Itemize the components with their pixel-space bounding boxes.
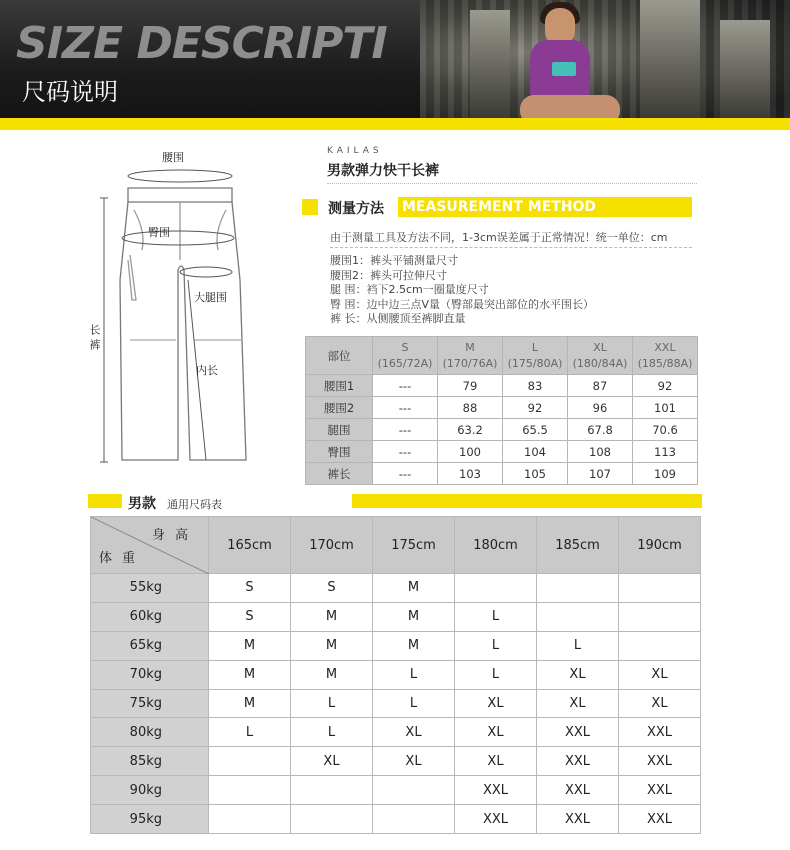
size-chart-header [88,492,702,510]
corner-weight-label: 体重 [99,551,146,566]
size-cell: M [373,574,455,603]
table-cell: 104 [503,441,568,463]
size-cell: S [291,574,373,603]
size-cell: XXL [455,805,537,834]
size-cell: XL [619,689,701,718]
weight-label: 60kg [91,602,209,631]
weight-label: 75kg [91,689,209,718]
size-cell: XL [455,747,537,776]
label-thigh: 大腿围 [194,291,227,304]
size-chart-body [91,574,701,834]
divider [327,183,697,184]
corner-height-label: 身高 [151,528,198,543]
height-header: 170cm [291,517,373,574]
table-header-row [91,517,701,574]
table-row [91,776,701,805]
product-name: 男款弹力快干长裤 [327,163,439,179]
size-cell: M [209,631,291,660]
size-cell [209,805,291,834]
row-label: 腿围 [306,419,373,441]
banner-title: SIZE DESCRIPTI [16,18,387,69]
size-cell: XL [373,747,455,776]
table-cell: 65.5 [503,419,568,441]
table-cell: 79 [438,375,503,397]
size-cell [291,805,373,834]
table-cell: 113 [633,441,698,463]
table-cell: 96 [568,397,633,419]
size-header: XXL (185/88A) [633,337,698,375]
table-cell: 63.2 [438,419,503,441]
table-cell: 70.6 [633,419,698,441]
label-hip: 臀围 [148,226,170,239]
table-cell: 108 [568,441,633,463]
table-cell: --- [373,419,438,441]
size-cell [619,631,701,660]
banner [0,0,790,130]
size-cell: XL [455,718,537,747]
size-cell: XL [537,660,619,689]
row-label: 腰围2 [306,397,373,419]
temple-tower [640,0,700,118]
table-cell: 103 [438,463,503,485]
method-title-cn: 测量方法 [328,201,384,217]
size-cell: L [291,718,373,747]
table-row [91,747,701,776]
table-corner: 部位 [306,337,373,375]
table-cell: 92 [503,397,568,419]
size-chart-table [90,516,701,834]
banner-stripe [0,118,790,130]
size-cell: L [291,689,373,718]
table-cell: 92 [633,375,698,397]
measurement-note: 由于测量工具及方法不同，1-3cm误差属于正常情况！统一单位：cm [330,231,668,244]
size-cell: L [209,718,291,747]
size-cell [619,574,701,603]
table-row [306,397,698,419]
table-corner [91,517,209,574]
size-cell [537,574,619,603]
size-cell: M [209,660,291,689]
size-cell: L [373,660,455,689]
weight-label: 80kg [91,718,209,747]
size-cell [373,776,455,805]
size-cell [291,776,373,805]
size-header: M (170/76A) [438,337,503,375]
method-item: 腰围2：裤头可拉伸尺寸 [330,268,447,282]
weight-label: 70kg [91,660,209,689]
size-cell: M [291,631,373,660]
size-cell [373,805,455,834]
size-header: S (165/72A) [373,337,438,375]
size-cell [455,574,537,603]
method-item: 臀 围：边中边三点V量（臀部最突出部位的水平围长） [330,297,595,311]
label-length: 长裤 [88,324,101,354]
size-cell: L [537,631,619,660]
temple-tower [720,20,770,118]
size-cell: XXL [619,805,701,834]
row-label: 裤长 [306,463,373,485]
size-cell: XXL [619,776,701,805]
table-cell: 101 [633,397,698,419]
height-header: 175cm [373,517,455,574]
table-cell: 100 [438,441,503,463]
size-cell: L [455,631,537,660]
size-cell [209,747,291,776]
table-cell: 107 [568,463,633,485]
size-cell: XXL [537,776,619,805]
size-chart-subtitle: 通用尺码表 [167,498,222,511]
table-row [306,419,698,441]
table-row [91,718,701,747]
size-cell: S [209,574,291,603]
size-cell: M [373,631,455,660]
weight-label: 65kg [91,631,209,660]
table-row [91,631,701,660]
method-item: 腰围1：裤头平铺测量尺寸 [330,254,458,267]
row-label: 腰围1 [306,375,373,397]
method-list [330,254,594,327]
label-inseam: 内长 [196,364,218,377]
pants-diagram [90,140,250,470]
size-cell [209,776,291,805]
table-header-row [306,337,698,375]
size-cell: M [209,689,291,718]
size-cell [537,602,619,631]
section-marker [302,199,318,215]
table-cell: 88 [438,397,503,419]
table-cell: 105 [503,463,568,485]
size-header: L (175/80A) [503,337,568,375]
measurement-table [305,336,698,485]
table-row [91,805,701,834]
size-cell: S [209,602,291,631]
height-header: 180cm [455,517,537,574]
size-cell [619,602,701,631]
table-row [91,602,701,631]
banner-subtitle: 尺码说明 [22,78,118,106]
height-header: 190cm [619,517,701,574]
table-cell: --- [373,375,438,397]
table-row [91,689,701,718]
size-cell: XL [455,689,537,718]
size-cell: XL [537,689,619,718]
size-header: XL (180/84A) [568,337,633,375]
size-cell: M [373,602,455,631]
size-cell: M [291,602,373,631]
size-cell: L [455,602,537,631]
size-cell: XXL [537,747,619,776]
divider [330,247,692,248]
size-cell: XXL [537,718,619,747]
height-header: 185cm [537,517,619,574]
table-row [306,375,698,397]
table-cell: 109 [633,463,698,485]
size-cell: XL [291,747,373,776]
table-cell: --- [373,463,438,485]
pants-outline [90,140,250,470]
size-cell: XXL [619,718,701,747]
table-row [91,574,701,603]
size-cell: M [291,660,373,689]
size-cell: XXL [619,747,701,776]
size-cell: L [455,660,537,689]
table-cell: 83 [503,375,568,397]
weight-label: 85kg [91,747,209,776]
size-cell: XXL [455,776,537,805]
method-item: 腿 围：裆下2.5cm一圈量度尺寸 [330,283,489,297]
size-chart-title: 男款 [128,496,156,512]
size-cell: L [373,689,455,718]
method-item: 裤 长：从侧腰顶至裤脚直量 [330,312,466,326]
table-cell: --- [373,441,438,463]
row-label: 臀围 [306,441,373,463]
method-title-en: MEASUREMENT METHOD [398,197,692,217]
weight-label: 90kg [91,776,209,805]
weight-label: 55kg [91,574,209,603]
size-cell: XXL [537,805,619,834]
table-row [306,463,698,485]
table-row [306,441,698,463]
table-cell: --- [373,397,438,419]
height-header: 165cm [209,517,291,574]
table-row [91,660,701,689]
weight-label: 95kg [91,805,209,834]
measurement-method-header [302,197,692,217]
brand-name: KAILAS [327,146,383,156]
temple-tower [470,10,510,118]
size-cell: XL [373,718,455,747]
table-cell: 67.8 [568,419,633,441]
size-cell: XL [619,660,701,689]
label-waist: 腰围 [162,151,184,164]
table-cell: 87 [568,375,633,397]
